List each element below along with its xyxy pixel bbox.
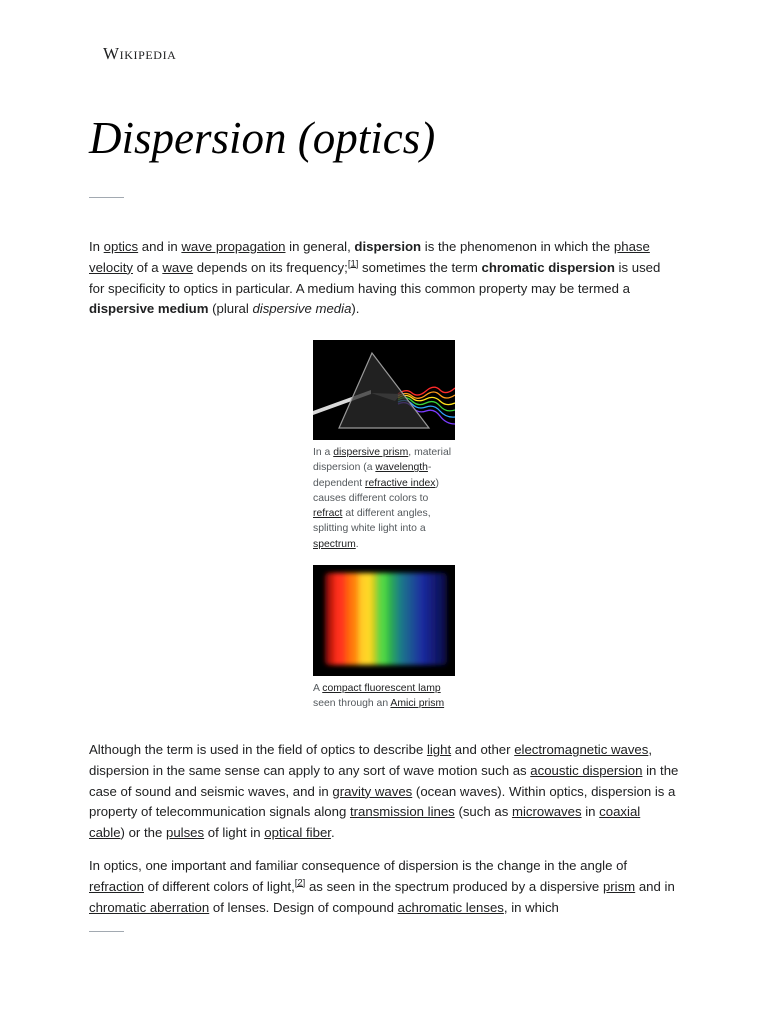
link-dispersive-prism[interactable]: dispersive prism — [333, 447, 409, 458]
wikipedia-logo[interactable]: Wikipedia — [103, 44, 177, 63]
link-pulses[interactable]: pulses — [165, 825, 205, 841]
prism-illustration — [313, 340, 455, 440]
link-achromatic-lenses[interactable]: achromatic lenses — [397, 899, 504, 915]
reference-2[interactable]: [2] — [294, 877, 306, 889]
title-divider — [89, 197, 124, 198]
link-gravity-waves[interactable]: gravity waves — [332, 783, 413, 799]
link-optics[interactable]: optics — [103, 239, 139, 254]
prism-image[interactable] — [313, 340, 455, 440]
paragraph-refraction: In optics, one important and familiar consequence of dispersion is the change in the angle of refraction of different colors of light,[2] as seen in the spectrum produced by a dispersive prism and in chromatic aberration of lenses. Design of compound achromatic lenses, in which — [89, 858, 675, 915]
reference-1[interactable]: [1] — [347, 258, 359, 270]
link-amici-prism[interactable]: Amici prism — [390, 698, 445, 710]
link-microwaves[interactable]: microwaves — [511, 804, 582, 820]
link-refraction[interactable]: refraction — [89, 878, 144, 894]
link-refractive-index[interactable]: refractive index — [365, 477, 436, 489]
link-optical-fiber[interactable]: optical fiber — [264, 825, 331, 841]
link-wavelength[interactable]: wavelength — [375, 462, 428, 474]
paragraph-intro: In optics and in wave propagation in general, dispersion is the phenomenon in which the phase velocity of a wave depends on its frequency;[1] sometimes the term chromatic dispersion is used for specificity to optics in particular. A medium having this common property may be termed a dispersive medium (plural dispersive media). — [89, 239, 661, 317]
figure-prism — [313, 340, 456, 552]
link-spectrum[interactable]: spectrum — [313, 538, 356, 550]
link-electromagnetic-waves[interactable]: electromagnetic waves — [514, 742, 649, 757]
lamp-spectrum-illustration — [313, 565, 455, 676]
term-dispersion: dispersion — [354, 239, 422, 254]
link-refract[interactable]: refract — [313, 508, 343, 520]
link-acoustic-dispersion[interactable]: acoustic dispersion — [530, 762, 643, 778]
lamp-caption: A compact fluorescent lamp seen through an Amici prism — [313, 683, 445, 710]
page-title: Dispersion (optics) — [89, 113, 436, 163]
link-wave-propagation[interactable]: wave propagation — [181, 239, 286, 254]
prism-caption: In a dispersive prism, material dispersion (a wavelength-dependent refractive index) causes different colors to refract at different angles, splitting white light into a spectrum. — [313, 447, 452, 550]
link-chromatic-aberration[interactable]: chromatic aberration — [89, 899, 210, 915]
lamp-spectrum-image[interactable] — [313, 565, 455, 676]
link-prism[interactable]: prism — [602, 878, 636, 894]
link-wave[interactable]: wave — [162, 259, 194, 275]
paragraph-wave-types: Although the term is used in the field of optics to describe light and other electromagnetic waves, dispersion in the same sense can apply to any sort of wave motion such as acoustic dispersion in the case of sound and seismic waves, and in gravity waves (ocean waves). Within optics, dispersion is a property of telecommunication signals along transmission lines (such as microwaves in coaxial cable) or the pulses of light in optical fiber. — [89, 742, 679, 841]
link-light[interactable]: light — [426, 742, 452, 757]
figure-lamp — [313, 565, 456, 712]
link-compact-fluorescent-lamp[interactable]: compact fluorescent lamp — [322, 683, 441, 694]
term-dispersive-media: dispersive media — [252, 301, 352, 317]
link-transmission-lines[interactable]: transmission lines — [349, 804, 455, 820]
term-dispersive-medium: dispersive medium — [89, 301, 209, 317]
link-phase-velocity[interactable]: phase velocity — [89, 239, 650, 275]
term-chromatic-dispersion: chromatic dispersion — [481, 259, 615, 275]
bottom-divider — [89, 931, 124, 932]
link-coaxial-cable[interactable]: coaxial cable — [89, 804, 641, 841]
